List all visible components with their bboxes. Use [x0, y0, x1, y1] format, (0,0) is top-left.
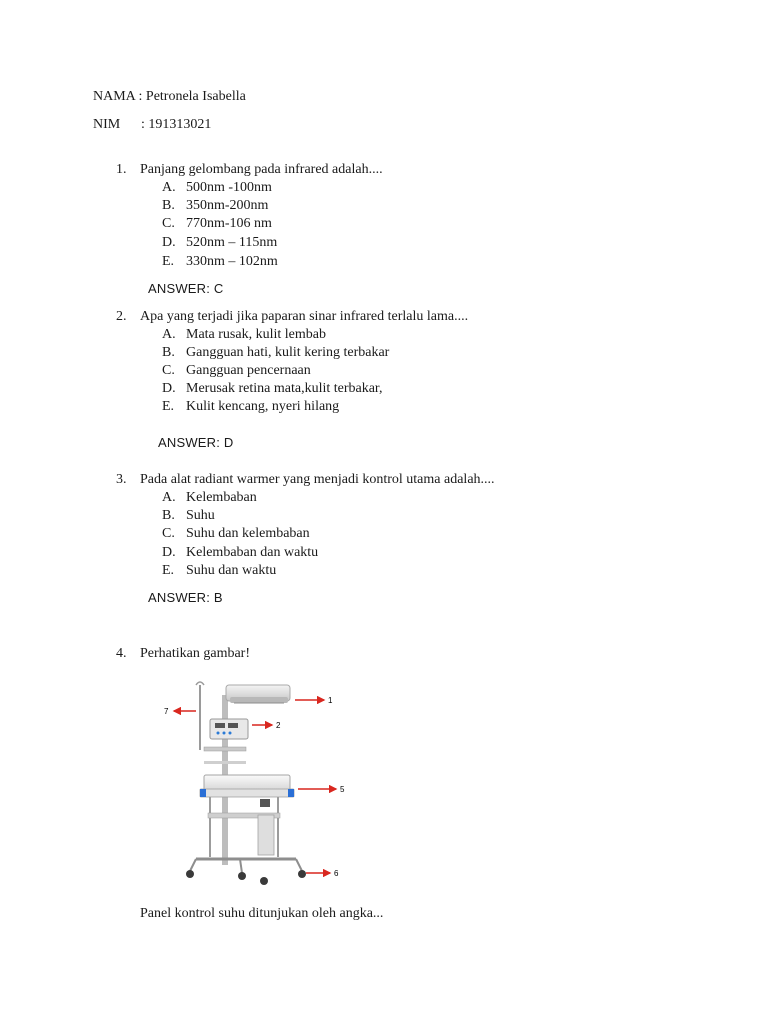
label-arrow-2: [252, 721, 281, 730]
wheeled-base: [186, 859, 306, 885]
question-text: Pada alat radiant warmer yang menjadi kontrol utama adalah....: [140, 472, 495, 487]
option-3d: D. Kelembaban dan waktu: [162, 545, 319, 560]
question-1: [116, 161, 383, 179]
question-number: 4.: [116, 646, 127, 661]
label-1: 1: [328, 696, 333, 705]
nim-label: NIM: [93, 117, 121, 132]
option-2a: A. Mata rusak, kulit lembab: [162, 327, 326, 342]
option-2e: E. Kulit kencang, nyeri hilang: [162, 399, 340, 414]
student-nim-line: NIM : 191313021: [93, 117, 212, 132]
question-text: Panjang gelombang pada infrared adalah....: [140, 162, 383, 177]
answer-2: ANSWER: D: [158, 435, 234, 450]
question-number: 2.: [116, 309, 127, 324]
label-arrow-1: [295, 696, 333, 705]
label-5: 5: [340, 785, 345, 794]
heater-head: [226, 685, 290, 703]
label-arrow-6: [306, 869, 339, 878]
nim-value: 191313021: [148, 117, 212, 132]
option-3b: B. Suhu: [162, 508, 215, 523]
option-2b: B. Gangguan hati, kulit kering terbakar: [162, 345, 390, 360]
option-3e: E. Suhu dan waktu: [162, 563, 277, 578]
label-2: 2: [276, 721, 281, 730]
question-number: 3.: [116, 472, 127, 487]
question-number: 1.: [116, 162, 127, 177]
option-1c: C. 770nm-106 nm: [162, 216, 272, 231]
answer-3: ANSWER: B: [148, 590, 223, 605]
option-3a: A. Kelembaban: [162, 490, 257, 505]
question-3: [116, 471, 495, 489]
question-text: Apa yang terjadi jika paparan sinar infrared terlalu lama....: [140, 309, 469, 324]
question-4-caption: Panel kontrol suhu ditunjukan oleh angka...: [140, 906, 384, 921]
label-arrow-7: [164, 707, 196, 716]
option-2d: D. Merusak retina mata,kulit terbakar,: [162, 381, 383, 396]
student-name-line: NAMA : Petronela Isabella: [93, 89, 246, 104]
option-1e: E. 330nm – 102nm: [162, 254, 278, 269]
question-text: Perhatikan gambar!: [140, 646, 251, 661]
label-arrow-5: [298, 785, 345, 794]
bassinet: [200, 775, 294, 807]
question-4: [116, 645, 250, 663]
option-1b: B. 350nm-200nm: [162, 198, 269, 213]
option-2c: C. Gangguan pencernaan: [162, 363, 311, 378]
option-3c: C. Suhu dan kelembaban: [162, 526, 310, 541]
iv-pole: [196, 682, 204, 750]
answer-1: ANSWER: C: [148, 281, 224, 296]
control-panel: [210, 719, 248, 739]
name-label: NAMA: [93, 89, 136, 104]
label-7: 7: [164, 707, 169, 716]
option-1a: A. 500nm -100nm: [162, 180, 272, 195]
question-2: [116, 308, 468, 326]
name-value: Petronela Isabella: [145, 89, 246, 104]
option-1d: D. 520nm – 115nm: [162, 235, 278, 250]
radiant-warmer-figure: [160, 675, 360, 890]
label-6: 6: [334, 869, 339, 878]
